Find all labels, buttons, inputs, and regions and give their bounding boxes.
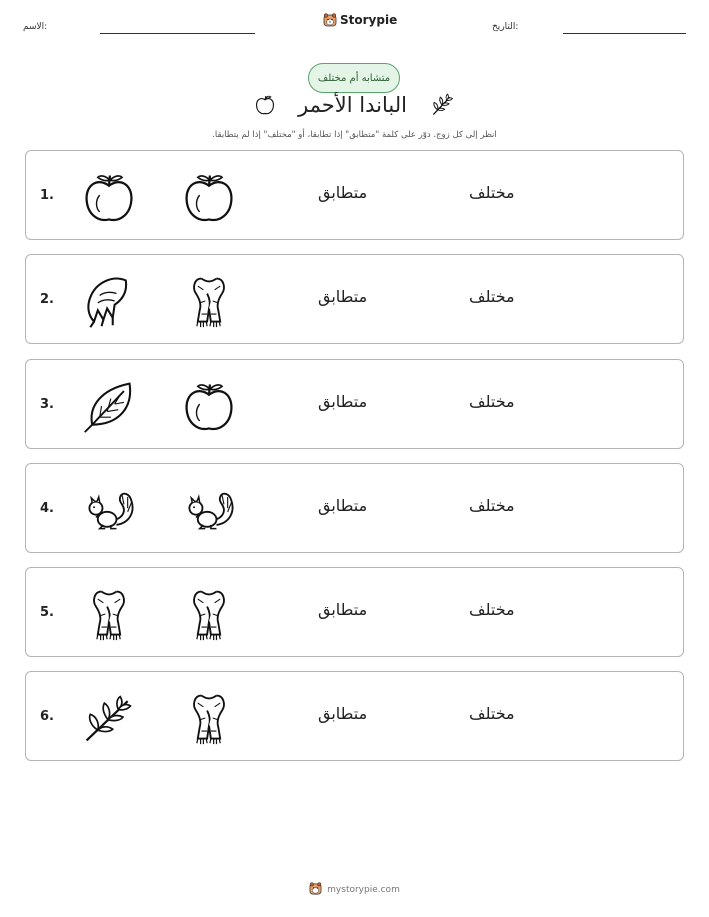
date-label: التاريخ: [492, 22, 519, 32]
option-different[interactable]: مختلف [469, 287, 515, 306]
panda-logo-icon [309, 880, 322, 899]
branch-icon [81, 690, 137, 746]
option-different[interactable]: مختلف [469, 496, 515, 515]
scarf-icon [181, 586, 237, 642]
name-label: الاسم: [23, 22, 48, 32]
question-number: 2. [40, 292, 54, 307]
option-same[interactable]: متطابق [318, 287, 368, 306]
instructions: انظر إلى كل زوج. دوّر على كلمة "متطابق" إذا تطابقا، أو "مختلف" إذا لم يتطابقا. [212, 130, 497, 140]
option-different[interactable]: مختلف [469, 704, 515, 723]
footer-url[interactable]: mystorypie.com [327, 884, 400, 895]
footer [0, 880, 709, 899]
name-line[interactable] [100, 33, 255, 34]
option-same[interactable]: متطابق [318, 392, 368, 411]
scarf-icon [81, 586, 137, 642]
page-title: الباندا الأحمر [298, 93, 407, 117]
claw-icon [81, 273, 137, 329]
brand-name: Storypie [340, 13, 398, 27]
branch-icon [429, 92, 455, 118]
apple-icon [254, 93, 276, 117]
option-same[interactable]: متطابق [318, 704, 368, 723]
question-number: 1. [40, 188, 54, 203]
apple-icon [181, 169, 237, 225]
scarf-icon [181, 690, 237, 746]
question-number: 5. [40, 605, 54, 620]
option-same[interactable]: متطابق [318, 496, 368, 515]
question-row-2 [25, 254, 684, 344]
title-row [0, 92, 709, 118]
panda-logo-icon [323, 13, 337, 27]
option-different[interactable]: مختلف [469, 600, 515, 619]
apple-icon [181, 378, 237, 434]
scarf-icon [181, 273, 237, 329]
question-number: 4. [40, 501, 54, 516]
option-same[interactable]: متطابق [318, 183, 368, 202]
date-line[interactable] [563, 33, 686, 34]
question-row-3 [25, 359, 684, 449]
activity-badge: متشابه أم مختلف [308, 63, 400, 93]
option-different[interactable]: مختلف [469, 183, 515, 202]
leaf-icon [81, 378, 137, 434]
question-row-5 [25, 567, 684, 657]
question-row-1 [25, 150, 684, 240]
question-row-4 [25, 463, 684, 553]
option-same[interactable]: متطابق [318, 600, 368, 619]
brand-logo [323, 13, 397, 27]
squirrel-icon [81, 482, 137, 538]
question-number: 3. [40, 397, 54, 412]
squirrel-icon [181, 482, 237, 538]
apple-icon [81, 169, 137, 225]
question-row-6 [25, 671, 684, 761]
question-number: 6. [40, 709, 54, 724]
option-different[interactable]: مختلف [469, 392, 515, 411]
